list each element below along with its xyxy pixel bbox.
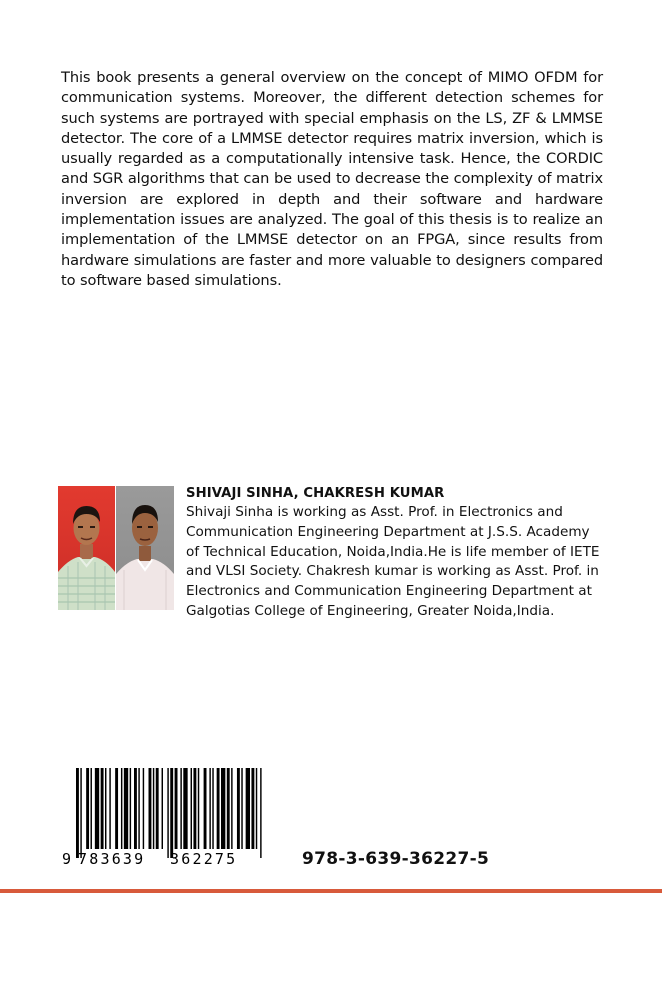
barcode-digits-left: 783639 xyxy=(78,850,146,868)
barcode-digits-right: 362275 xyxy=(170,850,238,868)
book-abstract: This book presents a general overview on the concept of MIMO OFDM for communication systems. Moreover, the different detection schemes for such systems are portrayed with special emphasis on the LS, ZF & LMMSE detector. The core of a LMMSE detector requires matrix inversion, which is usually regarded as a computationally intensive task. Hence, the CORDIC and SGR algorithms that can be used to decrease the complexity of matrix inversion are explored in depth and their software and hardware implementation issues are analyzed. The goal of this thesis is to realize an implementation of the LMMSE detector on an FPGA, since results from hardware simulations are faster and more valuable to designers compared to software based simulations. xyxy=(61,69,603,289)
author-bio: Shivaji Sinha is working as Asst. Prof. in Electronics and Communication Engineering Department at J.S.S. Academy of Technical Education, Noida,India.He is life member of IETE and VLSI Society. Chakresh kumar is working as Asst. Prof. in Electronics and Communication Engineering Department at Galgotias College of Engineering, Greater Noida,India. xyxy=(186,504,600,619)
barcode-digit-first: 9 xyxy=(62,850,72,868)
isbn-number: 978-3-639-36227-5 xyxy=(302,849,490,869)
author-photo-chakresh-kumar xyxy=(116,486,174,610)
author-photo-shivaji-sinha xyxy=(58,486,115,610)
isbn-barcode xyxy=(62,768,266,870)
author-names: SHIVAJI SINHA, CHAKRESH KUMAR xyxy=(186,486,445,501)
bottom-accent-rule xyxy=(0,889,662,893)
